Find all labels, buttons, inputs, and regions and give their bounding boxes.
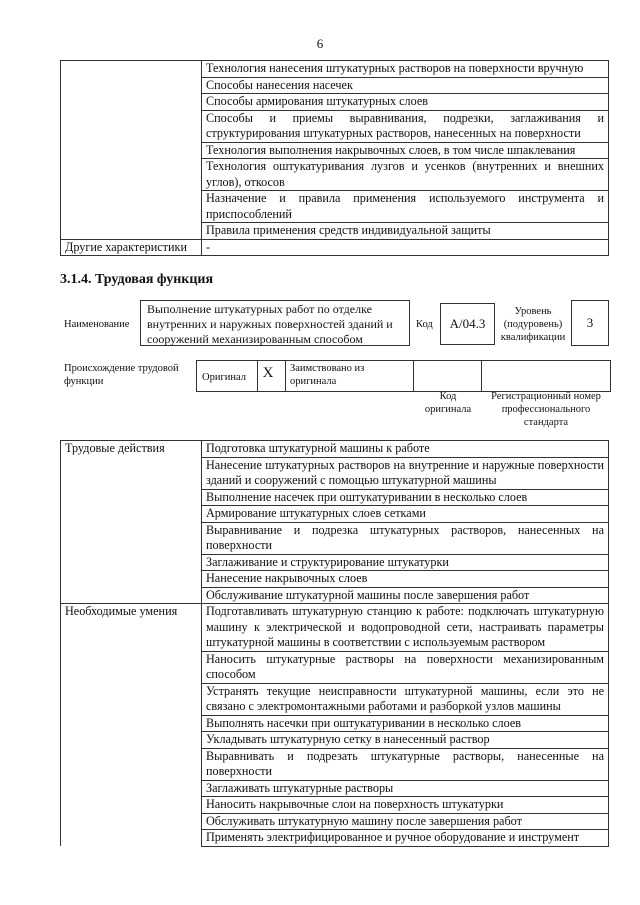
other-characteristics-value: - (202, 239, 609, 256)
skill-item: Устранять текущие неисправности штукатурной машины, если это не связано с электромонтажными работами и разборкой узлов машины (202, 683, 609, 715)
skill-item: Выравнивать и подрезать штукатурные растворы, нанесенные на поверхности (202, 748, 609, 780)
action-item: Подготовка штукатурной машины к работе (202, 441, 609, 458)
registration-number-label: Регистрационный номер профессионального стандарта (491, 391, 601, 428)
knowledge-table (60, 60, 609, 256)
action-item: Армирование штукатурных слоев сетками (202, 506, 609, 523)
action-item: Обслуживание штукатурной машины после завершения работ (202, 587, 609, 604)
other-characteristics-label: Другие характеристики (61, 239, 202, 256)
function-code: A/04.3 (440, 303, 495, 345)
function-details-table (60, 440, 609, 847)
skill-item: Подготавливать штукатурную станцию к работе: подключать штукатурную машину к электрической и водопроводной сети, настраивать параметры штукатурной машины в соответствии с используемым раствором (202, 604, 609, 652)
skill-item: Выполнять насечки при оштукатуривании в несколько слоев (202, 715, 609, 732)
action-item: Нанесение штукатурных растворов на внутренние и наружные поверхности зданий и сооружений с помощью штукатурной машины (202, 457, 609, 489)
code-label: Код (416, 319, 433, 330)
original-mark: X (262, 365, 274, 381)
skill-item: Обслуживать штукатурную машину после завершения работ (202, 813, 609, 830)
knowledge-item: Правила применения средств индивидуальной защиты (202, 223, 609, 240)
origin-label: Происхождение трудовой функции (64, 363, 179, 387)
level-value: 3 (571, 300, 609, 346)
knowledge-label-cell (61, 61, 202, 240)
knowledge-item: Технология нанесения штукатурных растворов на поверхности вручную (202, 61, 609, 78)
original-code-label: Код оригинала (424, 391, 472, 415)
skill-item: Наносить накрывочные слои на поверхность штукатурки (202, 797, 609, 814)
knowledge-item: Способы нанесения насечек (202, 77, 609, 94)
action-item: Выравнивание и подрезка штукатурных растворов, нанесенных на поверхности (202, 522, 609, 554)
knowledge-item: Способы армирования штукатурных слоев (202, 94, 609, 111)
knowledge-item: Способы и приемы выравнивания, подрезки, заглаживания и структурирования штукатурных растворов, нанесенных на поверхности (202, 110, 609, 142)
page-number: 6 (316, 36, 324, 51)
skill-item: Применять электрифицированное и ручное оборудование и инструмент (202, 830, 609, 847)
function-name: Выполнение штукатурных работ по отделке внутренних и наружных поверхностей зданий и сооружений механизированным способом (140, 300, 410, 346)
knowledge-item: Технология выполнения накрывочных слоев, в том числе шпаклевания (202, 142, 609, 159)
action-item: Заглаживание и структурирование штукатурки (202, 554, 609, 571)
knowledge-item: Назначение и правила применения используемого инструмента и приспособлений (202, 191, 609, 223)
section-heading: 3.1.4. Трудовая функция (60, 272, 214, 287)
skill-item: Наносить штукатурные растворы на поверхности механизированным способом (202, 651, 609, 683)
level-label: Уровень (подуровень) квалификации (500, 306, 566, 343)
skill-item: Заглаживать штукатурные растворы (202, 780, 609, 797)
skill-item: Укладывать штукатурную сетку в нанесенный раствор (202, 732, 609, 749)
action-item: Выполнение насечек при оштукатуривании в несколько слоев (202, 489, 609, 506)
original-label: Оригинал (202, 372, 246, 383)
knowledge-item: Технология оштукатуривания лузгов и усенков (внутренних и внешних углов), откосов (202, 159, 609, 191)
skills-label: Необходимые умения (61, 604, 202, 847)
borrowed-label: Заимствовано из оригинала (290, 363, 365, 387)
actions-label: Трудовые действия (61, 441, 202, 604)
action-item: Нанесение накрывочных слоев (202, 571, 609, 588)
name-label: Наименование (64, 319, 130, 330)
